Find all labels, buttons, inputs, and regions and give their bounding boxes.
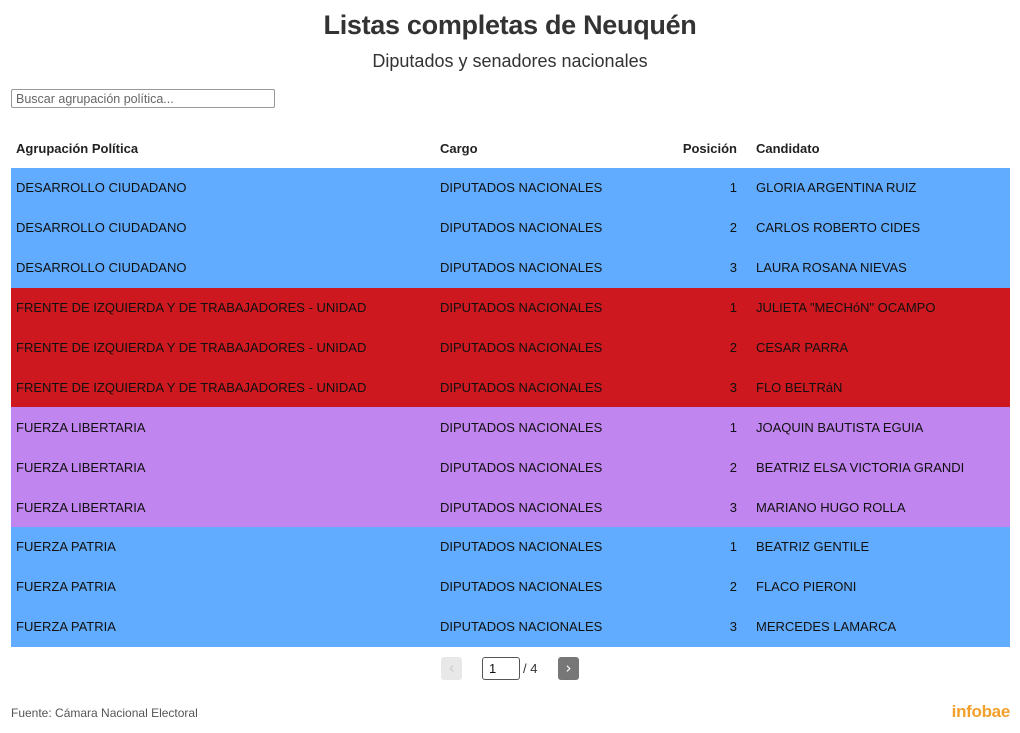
table-row bbox=[11, 487, 1010, 527]
cell-agrupacion: FRENTE DE IZQUIERDA Y DE TRABAJADORES - UNIDAD bbox=[16, 300, 367, 316]
cell-candidato: GLORIA ARGENTINA RUIZ bbox=[756, 180, 917, 196]
cell-candidato: MARIANO HUGO ROLLA bbox=[756, 499, 906, 515]
table-row bbox=[11, 447, 1010, 487]
cell-candidato: BEATRIZ ELSA VICTORIA GRANDI bbox=[756, 459, 965, 475]
column-header-agrupacion[interactable]: Agrupación Política bbox=[16, 140, 139, 156]
page-subtitle: Diputados y senadores nacionales bbox=[372, 51, 648, 71]
cell-posicion: 3 bbox=[729, 260, 737, 276]
cell-agrupacion: DESARROLLO CIUDADANO bbox=[16, 180, 187, 196]
chevron-left-icon: ‹ bbox=[448, 659, 455, 677]
cell-candidato: LAURA ROSANA NIEVAS bbox=[756, 260, 907, 276]
page-title: Listas completas de Neuquén bbox=[323, 10, 697, 40]
cell-candidato: FLACO PIERONI bbox=[756, 579, 857, 595]
cell-posicion: 1 bbox=[729, 539, 737, 555]
prev-page-button[interactable] bbox=[441, 657, 462, 680]
cell-agrupacion: FUERZA LIBERTARIA bbox=[16, 419, 146, 435]
cell-cargo: DIPUTADOS NACIONALES bbox=[440, 499, 603, 515]
cell-candidato: JULIETA "MECHóN" OCAMPO bbox=[756, 300, 936, 316]
table-row bbox=[11, 248, 1010, 288]
cell-posicion: 3 bbox=[729, 619, 737, 635]
cell-posicion: 1 bbox=[729, 180, 737, 196]
cell-posicion: 2 bbox=[729, 340, 737, 355]
cell-cargo: DIPUTADOS NACIONALES bbox=[440, 260, 603, 276]
cell-agrupacion: FUERZA PATRIA bbox=[16, 579, 116, 595]
cell-cargo: DIPUTADOS NACIONALES bbox=[440, 459, 603, 475]
table-row bbox=[11, 288, 1010, 328]
cell-cargo: DIPUTADOS NACIONALES bbox=[440, 180, 603, 196]
table-row bbox=[11, 567, 1010, 607]
next-page-button[interactable] bbox=[558, 657, 579, 680]
results-table bbox=[11, 128, 1010, 647]
search-input[interactable] bbox=[11, 89, 275, 108]
cell-agrupacion: FRENTE DE IZQUIERDA Y DE TRABAJADORES - UNIDAD bbox=[16, 379, 367, 395]
cell-candidato: MERCEDES LAMARCA bbox=[756, 619, 897, 635]
cell-agrupacion: FRENTE DE IZQUIERDA Y DE TRABAJADORES - UNIDAD bbox=[16, 340, 367, 355]
cell-cargo: DIPUTADOS NACIONALES bbox=[440, 539, 603, 555]
cell-cargo: DIPUTADOS NACIONALES bbox=[440, 300, 603, 316]
table-row bbox=[11, 527, 1010, 567]
cell-candidato: FLO BELTRáN bbox=[756, 379, 843, 395]
page-number-input[interactable] bbox=[482, 657, 520, 680]
pagination bbox=[0, 656, 1020, 681]
cell-candidato: BEATRIZ GENTILE bbox=[756, 539, 870, 555]
cell-agrupacion: FUERZA PATRIA bbox=[16, 619, 116, 635]
cell-agrupacion: DESARROLLO CIUDADANO bbox=[16, 220, 187, 236]
infobae-logo: infobae bbox=[951, 702, 1010, 721]
cell-posicion: 2 bbox=[729, 220, 737, 236]
cell-agrupacion: FUERZA LIBERTARIA bbox=[16, 499, 146, 515]
table-header-row bbox=[11, 128, 1010, 168]
cell-cargo: DIPUTADOS NACIONALES bbox=[440, 579, 603, 595]
table-row bbox=[11, 367, 1010, 407]
cell-cargo: DIPUTADOS NACIONALES bbox=[440, 379, 603, 395]
column-header-posicion[interactable]: Posición bbox=[682, 140, 737, 156]
cell-posicion: 1 bbox=[729, 419, 737, 435]
cell-posicion: 3 bbox=[729, 499, 737, 515]
table-row bbox=[11, 407, 1010, 447]
chevron-right-icon: › bbox=[565, 659, 572, 677]
table-row bbox=[11, 328, 1010, 368]
cell-agrupacion: FUERZA PATRIA bbox=[16, 539, 116, 555]
cell-posicion: 2 bbox=[729, 459, 737, 475]
source-note: Fuente: Cámara Nacional Electoral bbox=[11, 706, 198, 720]
table-row bbox=[11, 168, 1010, 208]
cell-cargo: DIPUTADOS NACIONALES bbox=[440, 340, 603, 355]
table-row bbox=[11, 607, 1010, 647]
cell-agrupacion: DESARROLLO CIUDADANO bbox=[16, 260, 187, 276]
cell-cargo: DIPUTADOS NACIONALES bbox=[440, 419, 603, 435]
cell-candidato: CESAR PARRA bbox=[756, 340, 849, 355]
cell-agrupacion: FUERZA LIBERTARIA bbox=[16, 459, 146, 475]
column-header-candidato[interactable]: Candidato bbox=[756, 140, 820, 156]
cell-cargo: DIPUTADOS NACIONALES bbox=[440, 619, 603, 635]
page-total: / 4 bbox=[523, 661, 538, 676]
cell-cargo: DIPUTADOS NACIONALES bbox=[440, 220, 603, 236]
cell-candidato: JOAQUIN BAUTISTA EGUIA bbox=[756, 419, 924, 435]
cell-candidato: CARLOS ROBERTO CIDES bbox=[756, 220, 921, 236]
cell-posicion: 3 bbox=[729, 379, 737, 395]
cell-posicion: 2 bbox=[729, 579, 737, 595]
column-header-cargo[interactable]: Cargo bbox=[440, 140, 478, 156]
table-row bbox=[11, 208, 1010, 248]
cell-posicion: 1 bbox=[729, 300, 737, 316]
